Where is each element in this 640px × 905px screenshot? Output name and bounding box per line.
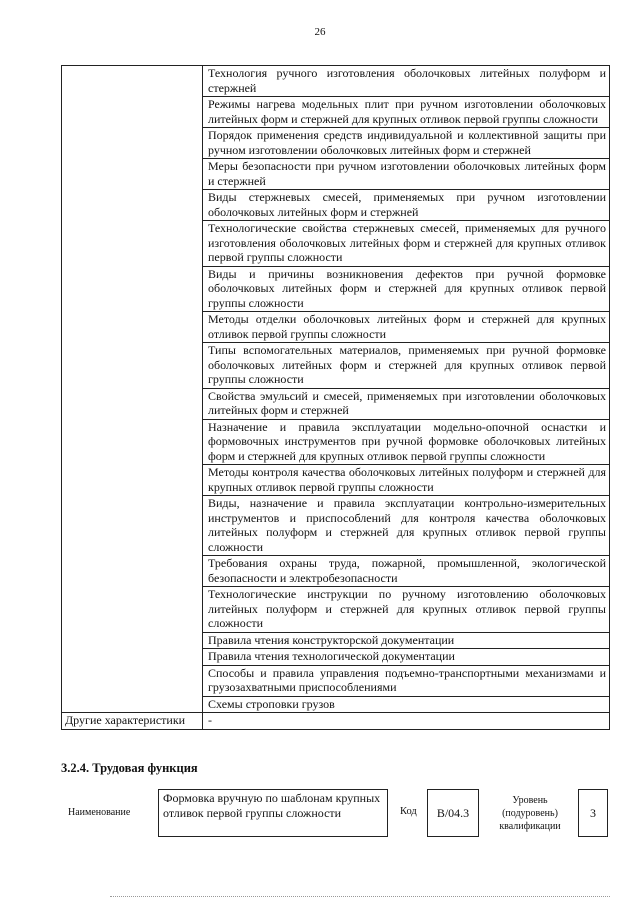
other-characteristics-value: - bbox=[203, 713, 610, 730]
code-label: Код bbox=[400, 806, 417, 817]
knowledge-item: Свойства эмульсий и смесей, применяемых при изготовлении оболочковых литейных форм и стержней bbox=[203, 388, 610, 419]
knowledge-item: Технологические свойства стержневых смесей, применяемых для ручного изготовления оболочковых литейных форм и стержней для крупных отливок первой группы сложности bbox=[203, 221, 610, 267]
knowledge-item: Способы и правила управления подъемно-транспортными механизмами и грузозахватными приспособлениями bbox=[203, 665, 610, 696]
other-characteristics-label: Другие характеристики bbox=[62, 713, 203, 730]
knowledge-item: Виды, назначение и правила эксплуатации контрольно-измерительных инструментов и приспособлений для контроля качества оболочковых литейных полуформ и стержней для крупных отливок первой группы сложности bbox=[203, 496, 610, 556]
knowledge-item: Методы отделки оболочковых литейных форм и стержней для крупных отливок первой группы сложности bbox=[203, 312, 610, 343]
knowledge-item: Назначение и правила эксплуатации модельно-опочной оснастки и формовочных инструментов при ручной формовке оболочковых литейных форм и стержней для крупных отливок первой группы сложности bbox=[203, 419, 610, 465]
knowledge-item: Схемы строповки грузов bbox=[203, 696, 610, 713]
table-row bbox=[62, 66, 610, 97]
requirements-table-body bbox=[62, 66, 610, 730]
bottom-divider bbox=[110, 896, 610, 897]
knowledge-item: Методы контроля качества оболочковых литейных полуформ и стержней для крупных отливок первой группы сложности bbox=[203, 465, 610, 496]
knowledge-label-cell bbox=[62, 66, 203, 713]
knowledge-item: Технологические инструкции по ручному изготовлению оболочковых литейных полуформ и стержней для крупных отливок первой группы сложности bbox=[203, 587, 610, 633]
requirements-table bbox=[61, 65, 610, 730]
knowledge-item: Виды и причины возникновения дефектов при ручной формовке оболочковых литейных форм и стержней для крупных отливок первой группы сложности bbox=[203, 266, 610, 312]
qualification-level-box: 3 bbox=[578, 789, 608, 837]
function-name-label: Наименование bbox=[68, 807, 131, 818]
knowledge-item: Порядок применения средств индивидуальной и коллективной защиты при ручном изготовлении оболочковых литейных форм и стержней bbox=[203, 128, 610, 159]
knowledge-item: Правила чтения технологической документации bbox=[203, 649, 610, 666]
qualification-level-label: Уровень (подуровень) квалификации bbox=[499, 795, 561, 832]
code-box: B/04.3 bbox=[427, 789, 479, 837]
knowledge-item: Режимы нагрева модельных плит при ручном изготовлении оболочковых литейных форм и стержней для крупных отливок первой группы сложности bbox=[203, 97, 610, 128]
knowledge-item: Виды стержневых смесей, применяемых при ручном изготовлении оболочковых литейных форм и стержней bbox=[203, 190, 610, 221]
knowledge-item: Технология ручного изготовления оболочковых литейных полуформ и стержней bbox=[203, 66, 610, 97]
knowledge-item: Меры безопасности при ручном изготовлении оболочковых литейных форм и стержней bbox=[203, 159, 610, 190]
page-number: 26 bbox=[314, 26, 326, 38]
section-heading: 3.2.4. Трудовая функция bbox=[61, 761, 198, 775]
knowledge-item: Правила чтения конструкторской документации bbox=[203, 632, 610, 649]
knowledge-item: Типы вспомогательных материалов, применяемых при ручной формовке оболочковых литейных форм и стержней для крупных отливок первой группы сложности bbox=[203, 343, 610, 389]
knowledge-item: Требования охраны труда, пожарной, промышленной, экологической безопасности и электробезопасности bbox=[203, 556, 610, 587]
table-row bbox=[62, 713, 610, 730]
function-name-box: Формовка вручную по шаблонам крупных отливок первой группы сложности bbox=[158, 789, 388, 837]
